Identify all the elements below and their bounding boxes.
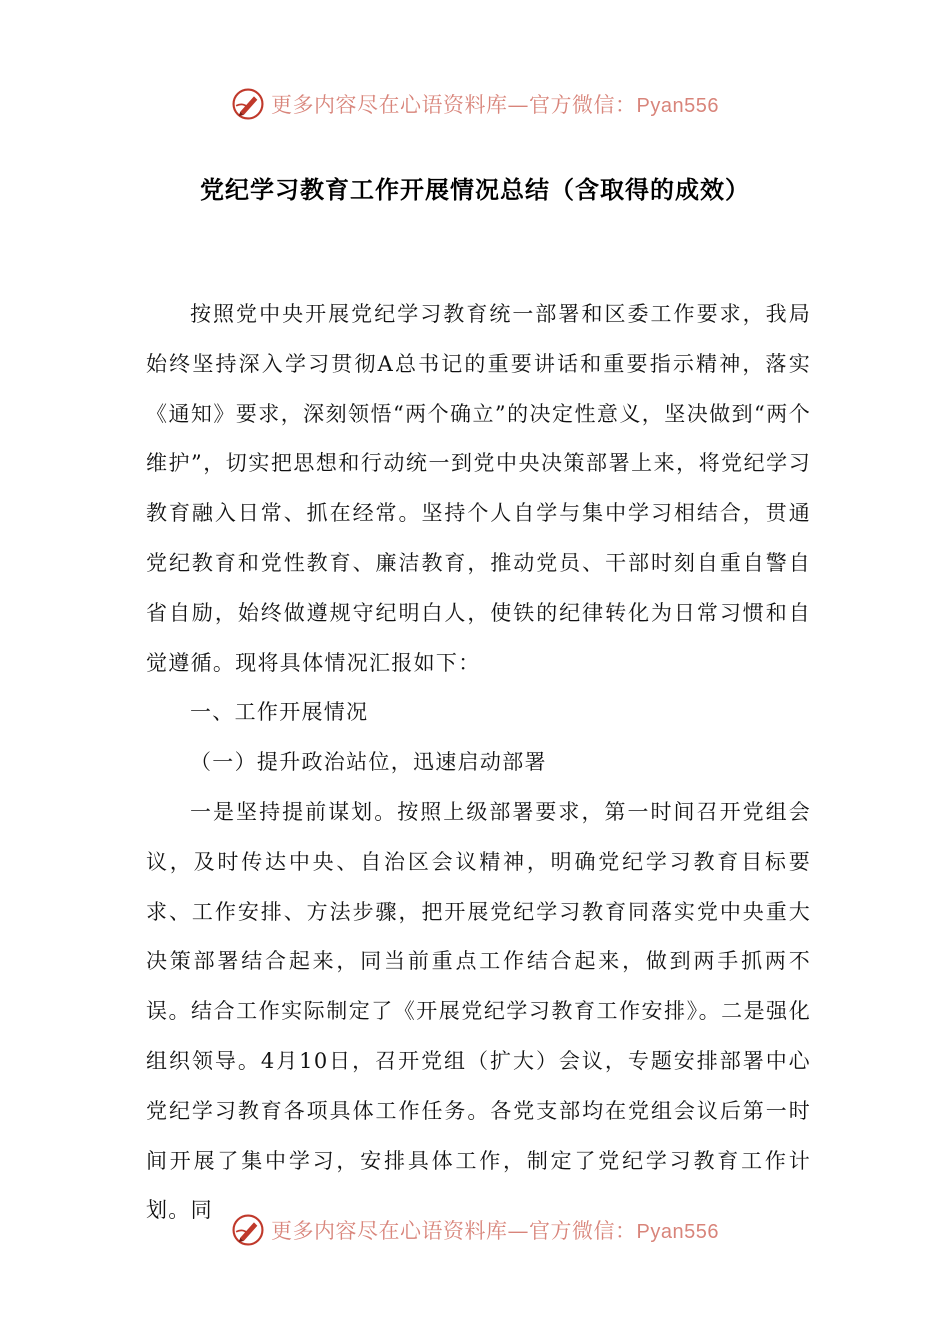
watermark-wechat-id: Pyan556	[636, 95, 719, 117]
pen-logo-icon	[231, 87, 265, 121]
watermark-header	[0, 84, 950, 124]
body-paragraph: 一是坚持提前谋划。按照上级部署要求，第一时间召开党组会议，及时传达中央、自治区会议精神，明确党纪学习教育目标要求、工作安排、方法步骤，把开展党纪学习教育同落实党中央重大决策部署结合起来，同当前重点工作结合起来，做到两手抓两不误。结合工作实际制定了《开展党纪学习教育工作安排》。二是强化组织领导。4月10日，召开党组（扩大）会议，专题安排部署中心党纪学习教育各项具体工作任务。各党支部均在党组会议后第一时间开展了集中学习，安排具体工作，制定了党纪学习教育工作计划。同	[146, 799, 811, 1223]
document-title: 党纪学习教育工作开展情况总结（含取得的成效）	[200, 176, 750, 204]
intro-paragraph: 按照党中央开展党纪学习教育统一部署和区委工作要求，我局始终坚持深入学习贯彻A总书记的重要讲话和重要指示精神，落实《通知》要求，深刻领悟“两个确立”的决定性意义，坚决做到“两个维护”，切实把思想和行动统一到党中央决策部署上来，将党纪学习教育融入日常、抓在经常。坚持个人自学与集中学习相结合，贯通党纪教育和党性教育、廉洁教育，推动党员、干部时刻自重自警自省自励，始终做遵规守纪明白人，使铁的纪律转化为日常习惯和自觉遵循。现将具体情况汇报如下：	[146, 302, 811, 675]
section-heading: 一、工作开展情况	[190, 700, 369, 725]
subsection-heading: （一）提升政治站位，迅速启动部署	[190, 750, 547, 775]
watermark-wechat-id: Pyan556	[636, 1221, 719, 1243]
watermark-text: 更多内容尽在心语资料库—官方微信：Pyan556	[271, 93, 719, 117]
watermark-footer	[0, 1210, 950, 1250]
watermark-text: 更多内容尽在心语资料库—官方微信：Pyan556	[271, 1219, 719, 1243]
document-body	[146, 290, 811, 1236]
pen-logo-icon	[231, 1213, 265, 1247]
